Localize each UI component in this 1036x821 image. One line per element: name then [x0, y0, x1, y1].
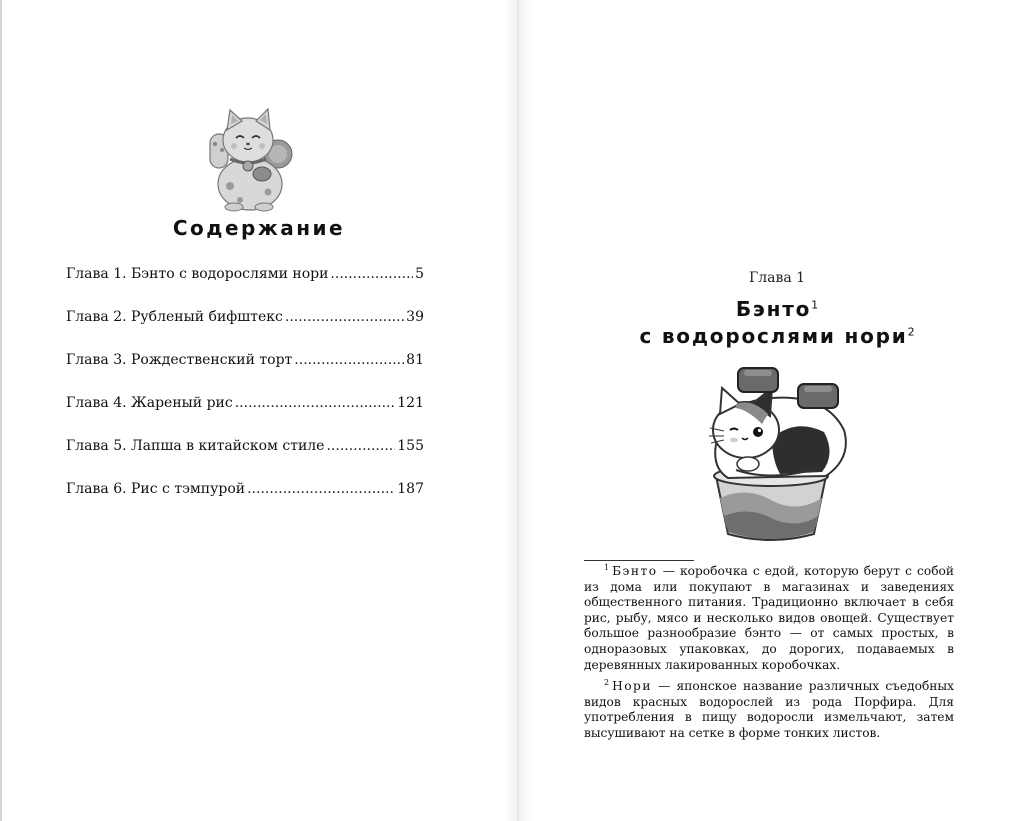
- chapter-title-words: с водорослями нори: [639, 324, 908, 348]
- footnote-2: [584, 679, 954, 741]
- toc-entry-label: Глава 4. Жареный рис: [66, 395, 233, 411]
- toc-leader-dots: [235, 394, 396, 412]
- toc-entry-chapter-2[interactable]: [66, 308, 424, 351]
- toc-entry-page: 39: [406, 309, 424, 325]
- toc-entry-chapter-4[interactable]: [66, 394, 424, 437]
- footnote-mark: 1: [604, 562, 610, 572]
- chapter-label: Глава 1: [748, 270, 806, 286]
- toc-leader-dots: [294, 351, 404, 369]
- toc-leader-dots: [326, 437, 395, 455]
- toc-entry-chapter-5[interactable]: [66, 437, 424, 480]
- chapter-title-line-1: [518, 296, 1036, 323]
- toc-entry-page: 121: [397, 395, 424, 411]
- footnote-1: [584, 564, 954, 673]
- toc-entry-chapter-3[interactable]: [66, 351, 424, 394]
- toc-entry-chapter-1[interactable]: [66, 265, 424, 308]
- chapter-title: [518, 296, 1036, 350]
- page-edge: [0, 0, 2, 821]
- maneki-neko-cat-icon: [200, 104, 300, 212]
- toc-entry-page: 155: [397, 438, 424, 454]
- toc-entry-page: 5: [415, 266, 424, 282]
- toc-leader-dots: [285, 308, 404, 326]
- toc-entry-page: 81: [406, 352, 424, 368]
- toc-entry-label: Глава 2. Рубленый бифштекс: [66, 309, 283, 325]
- toc-entry-chapter-6[interactable]: [66, 480, 424, 523]
- footnote-term: Нори: [612, 679, 652, 694]
- table-of-contents: [66, 265, 424, 523]
- footnote-rule: [584, 560, 694, 561]
- toc-title: Содержание: [172, 216, 346, 240]
- footnote-mark: 2: [604, 678, 610, 688]
- chapter-title-line-2: [518, 323, 1036, 350]
- toc-entry-label: Глава 1. Бэнто с водорослями нори: [66, 266, 329, 282]
- footnote-ref-1[interactable]: 1: [811, 298, 819, 312]
- toc-leader-dots: [330, 265, 413, 283]
- footnote-text: — японское название различных съедобных видов красных водорослей из рода Порфира. Для употребления в пищу водоросли измельчают, затем высушивают на сетке в форме тонких листов.: [584, 679, 954, 740]
- toc-leader-dots: [247, 480, 395, 498]
- footnote-term: Бэнто: [612, 564, 658, 578]
- right-page: [518, 0, 1036, 821]
- footnote-ref-2[interactable]: 2: [907, 325, 915, 339]
- toc-entry-label: Глава 5. Лапша в китайском стиле: [66, 438, 325, 454]
- toc-entry-label: Глава 6. Рис с тэмпурой: [66, 481, 246, 497]
- toc-entry-page: 187: [397, 481, 424, 497]
- toc-entry-label: Глава 3. Рождественский торт: [66, 352, 293, 368]
- footnotes: [584, 564, 954, 748]
- cat-in-bento-cup-icon: [676, 358, 866, 548]
- chapter-title-word: Бэнто: [735, 297, 812, 321]
- footnote-text: — коробочка с едой, которую берут с собой из дома или покупают в магазинах и заведениях общественного питания. Традиционно включает в себя рис, рыбу, мясо и несколько видов овощей. Существует большое разнообразие бэнто — от самых простых, в одноразовых упаковках, до дорогих, подаваемых в деревянных лакированных коробочках.: [584, 564, 954, 672]
